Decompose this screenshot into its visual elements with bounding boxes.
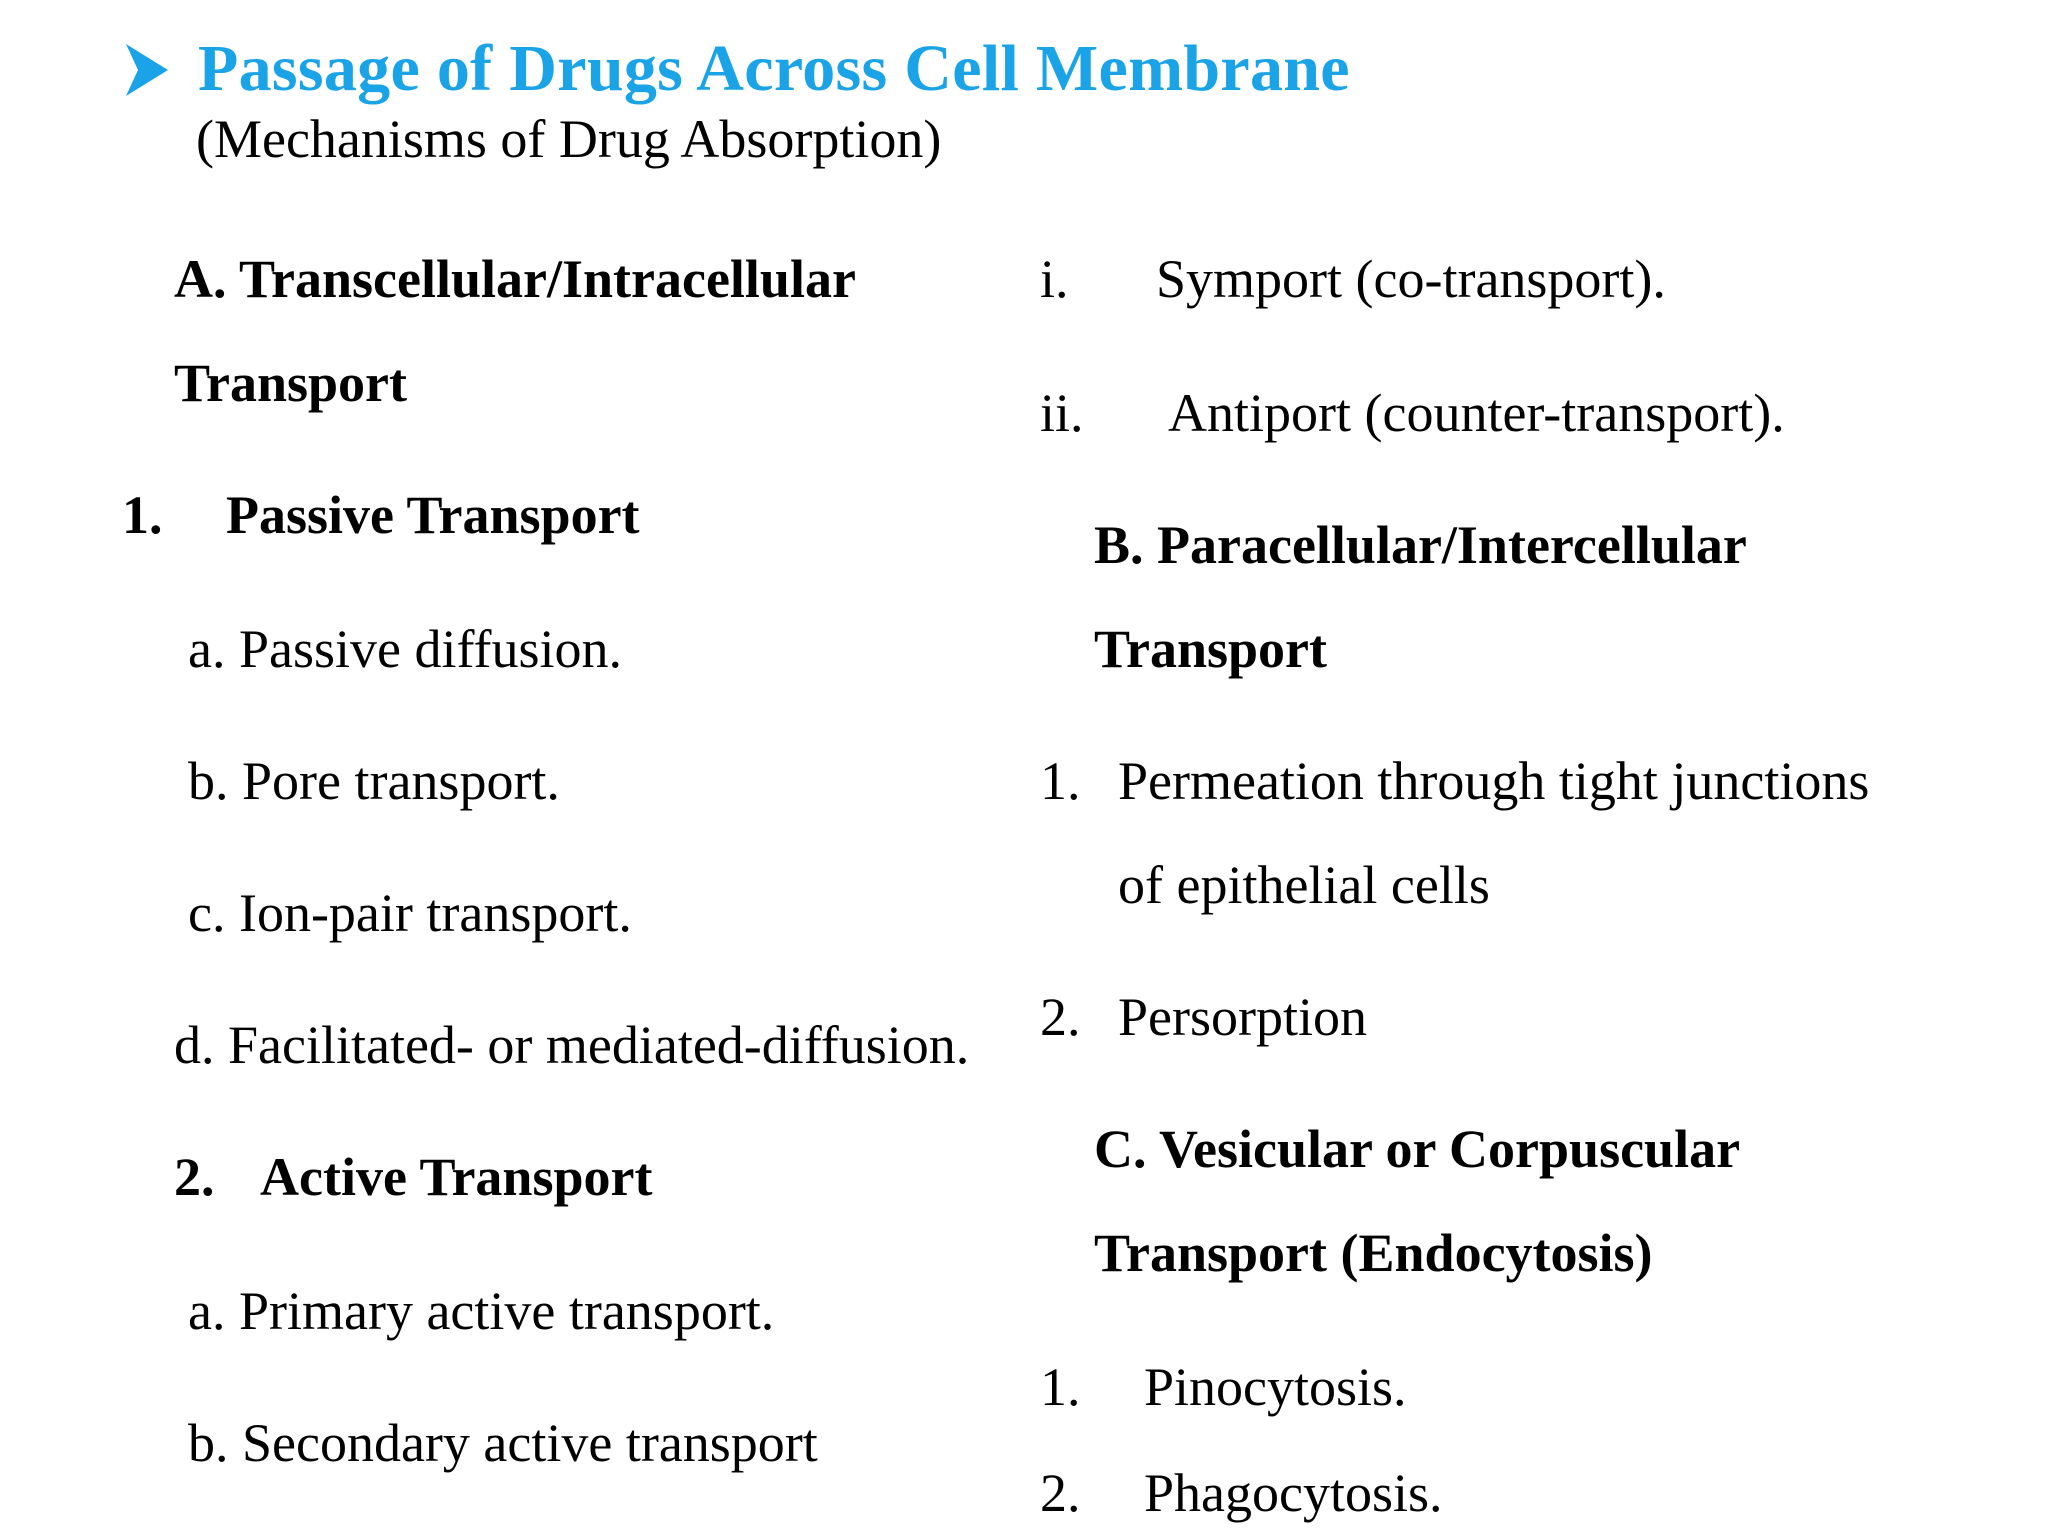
slide-title: Passage of Drugs Across Cell Membrane xyxy=(198,32,1350,105)
phagocytosis-label: Phagocytosis. xyxy=(1144,1463,1443,1523)
active-item-a: a. Primary active transport. xyxy=(188,1281,775,1341)
active-transport-label: Active Transport xyxy=(260,1147,653,1207)
section-b-item-1-line2: of epithelial cells xyxy=(1118,855,1490,915)
section-a-heading-line1: A. Transcellular/Intracellular xyxy=(174,249,856,309)
secondary-numeral-i: i. xyxy=(1040,249,1069,309)
symport-label: Symport (co-transport). xyxy=(1156,249,1666,309)
section-c-heading-line2: Transport (Endocytosis) xyxy=(1094,1223,1653,1283)
section-b-item-2-label: Persorption xyxy=(1118,987,1367,1047)
active-transport-number: 2. xyxy=(174,1147,215,1207)
passive-item-a: a. Passive diffusion. xyxy=(188,619,622,679)
section-c-item-2-number: 2. xyxy=(1040,1463,1081,1523)
passive-transport-label: Passive Transport xyxy=(226,485,640,545)
section-b-item-1-number: 1. xyxy=(1040,751,1081,811)
section-a-heading-line2: Transport xyxy=(174,353,408,413)
passive-item-c: c. Ion-pair transport. xyxy=(188,883,632,943)
passive-item-b: b. Pore transport. xyxy=(188,751,560,811)
section-b-heading-line1: B. Paracellular/Intercellular xyxy=(1094,515,1747,575)
arrowhead-bullet-icon xyxy=(124,42,170,98)
passive-transport-number: 1. xyxy=(122,485,163,545)
secondary-numeral-ii: ii. xyxy=(1040,383,1084,443)
section-c-item-1-number: 1. xyxy=(1040,1357,1081,1417)
section-b-item-2-number: 2. xyxy=(1040,987,1081,1047)
slide-subtitle: (Mechanisms of Drug Absorption) xyxy=(196,109,942,169)
passive-item-d: d. Facilitated- or mediated-diffusion. xyxy=(174,1015,970,1075)
pinocytosis-label: Pinocytosis. xyxy=(1144,1357,1407,1417)
section-c-heading-line1: C. Vesicular or Corpuscular xyxy=(1094,1119,1741,1179)
section-b-item-1-line1: Permeation through tight junctions xyxy=(1118,751,1870,811)
active-item-b: b. Secondary active transport xyxy=(188,1413,818,1473)
section-b-heading-line2: Transport xyxy=(1094,619,1328,679)
antiport-label: Antiport (counter-transport). xyxy=(1168,383,1785,443)
